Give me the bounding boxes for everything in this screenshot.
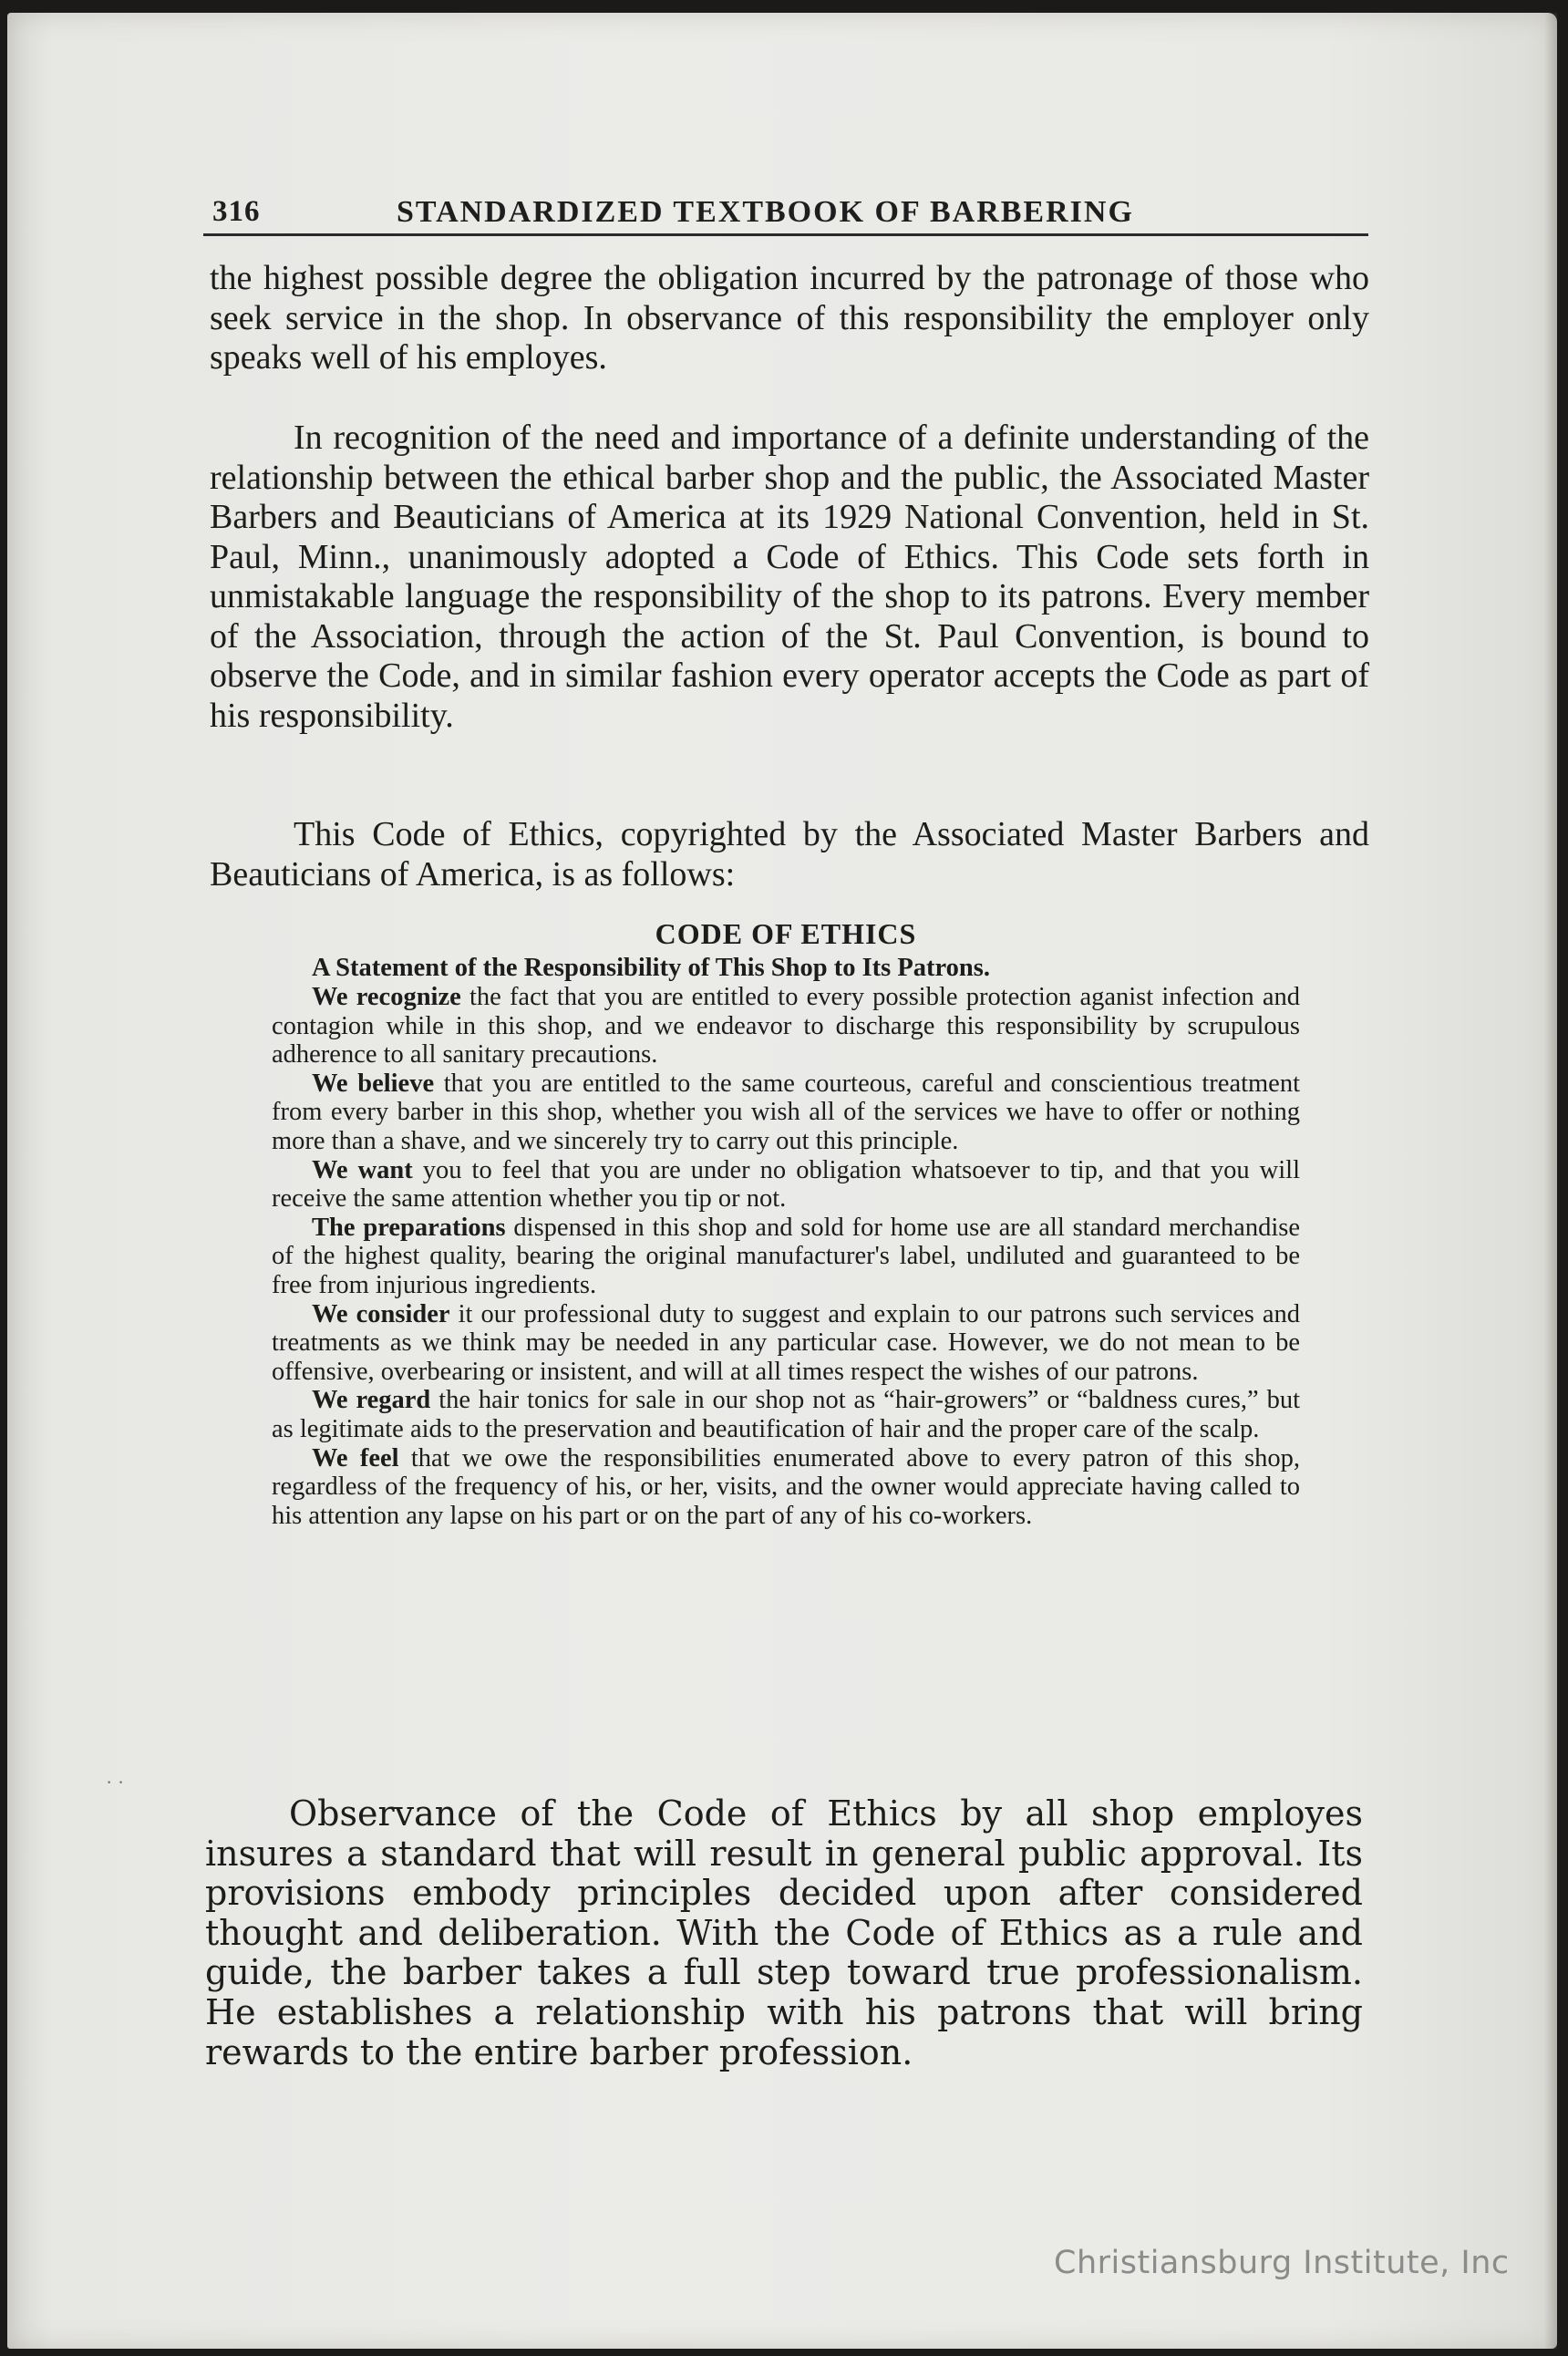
code-item-lead: We feel: [312, 1443, 399, 1472]
page-number: 316: [212, 195, 261, 228]
code-subtitle: A Statement of the Responsibility of This Shop to Its Patrons.: [312, 954, 990, 982]
code-item-text: the hair tonics for sale in our shop not as “hair-growers” or “baldness cures,” but as legitimate aids to the preservation and beautification of hair and the proper care of the scalp.: [272, 1386, 1300, 1443]
code-item-feel: [272, 1444, 1300, 1531]
code-item-text: dispensed in this shop and sold for home use are all standard merchandise of the highest quality, bearing the original manufacturer's label, undiluted and guaranteed to be free from injurious ingredients.: [272, 1213, 1300, 1299]
code-title: CODE OF ETHICS: [655, 917, 917, 950]
code-item-text: you to feel that you are under no obligation whatsoever to tip, and that you will receive the same attention whether you tip or not.: [272, 1155, 1300, 1214]
code-item-recognize: [272, 983, 1300, 1070]
code-item-lead: We want: [312, 1155, 413, 1184]
code-item-text: it our professional duty to suggest and explain to our patrons such services and treatments as we think may be needed in any particular case. However, we do not mean to be offensive, overbearing or insistent, and will at all times respect the wishes of our patrons.: [272, 1299, 1300, 1386]
code-of-ethics: [272, 917, 1300, 1530]
intro-paragraph-3: This Code of Ethics, copyrighted by the Associated Master Barbers and Beauticians of America, is as follows:: [210, 815, 1369, 894]
code-item-text: that you are entitled to the same courteous, careful and conscientious treatment from every barber in this shop, whether you wish all of the services we have to offer or nothing more than a shave, and we sincerely try to carry out this principle.: [272, 1069, 1300, 1155]
running-header: [203, 191, 1368, 236]
intro-paragraph-1: the highest possible degree the obligation incurred by the patronage of those who seek service in the shop. In observance of this responsibility the employer only speaks well of his employes.: [210, 259, 1369, 377]
code-item-text: the fact that you are entitled to every possible protection aganist infection and contagion while in this shop, and we endeavor to discharge this responsibility by scrupulous adherence to all sanitary precautions.: [272, 983, 1300, 1070]
code-item-consider: [272, 1300, 1300, 1387]
code-item-regard: [272, 1386, 1300, 1443]
code-item-lead: We consider: [312, 1299, 450, 1328]
page-edge-shadow: [1544, 13, 1557, 2349]
book-page: [7, 13, 1557, 2349]
code-item-preparations: [272, 1214, 1300, 1300]
watermark: Christiansburg Institute, Inc: [1054, 2245, 1510, 2281]
code-item-believe: [272, 1070, 1300, 1156]
code-item-lead: The preparations: [312, 1213, 506, 1242]
closing-paragraph: Observance of the Code of Ethics by all shop employes insures a standard that will result in general public approval. Its provisions embody principles decided upon after considered thought and deliberation. With the Code of Ethics as a rule and guide, the barber takes a full step toward true professionalism. He establishes a relationship with his patrons that will bring rewards to the entire barber profession.: [205, 1793, 1363, 2072]
code-item-want: [272, 1156, 1300, 1214]
code-item-lead: We believe: [312, 1069, 435, 1098]
running-title: STANDARDIZED TEXTBOOK OF BARBERING: [397, 195, 1134, 229]
intro-paragraph-2: In recognition of the need and importance of a definite understanding of the relationship between the ethical barber shop and the public, the Associated Master Barbers and Beauticians of America at its 1929 National Convention, held in St. Paul, Minn., unanimously adopted a Code of Ethics. This Code sets forth in unmistakable language the responsibility of the shop to its patrons. Every member of the Association, through the action of the St. Paul Convention, is bound to observe the Code, and in similar fashion every operator accepts the Code as part of his responsibility.: [210, 418, 1369, 735]
stray-ink-mark: · ·: [106, 1771, 125, 1793]
code-item-text: that we owe the responsibilities enumerated above to every patron of this shop, regardless of the frequency of his, or her, visits, and the owner would appreciate having called to his attention any lapse on his part or on the part of any of his co-workers.: [272, 1443, 1300, 1530]
code-item-lead: We recognize: [312, 983, 461, 1011]
code-item-lead: We regard: [312, 1386, 431, 1415]
